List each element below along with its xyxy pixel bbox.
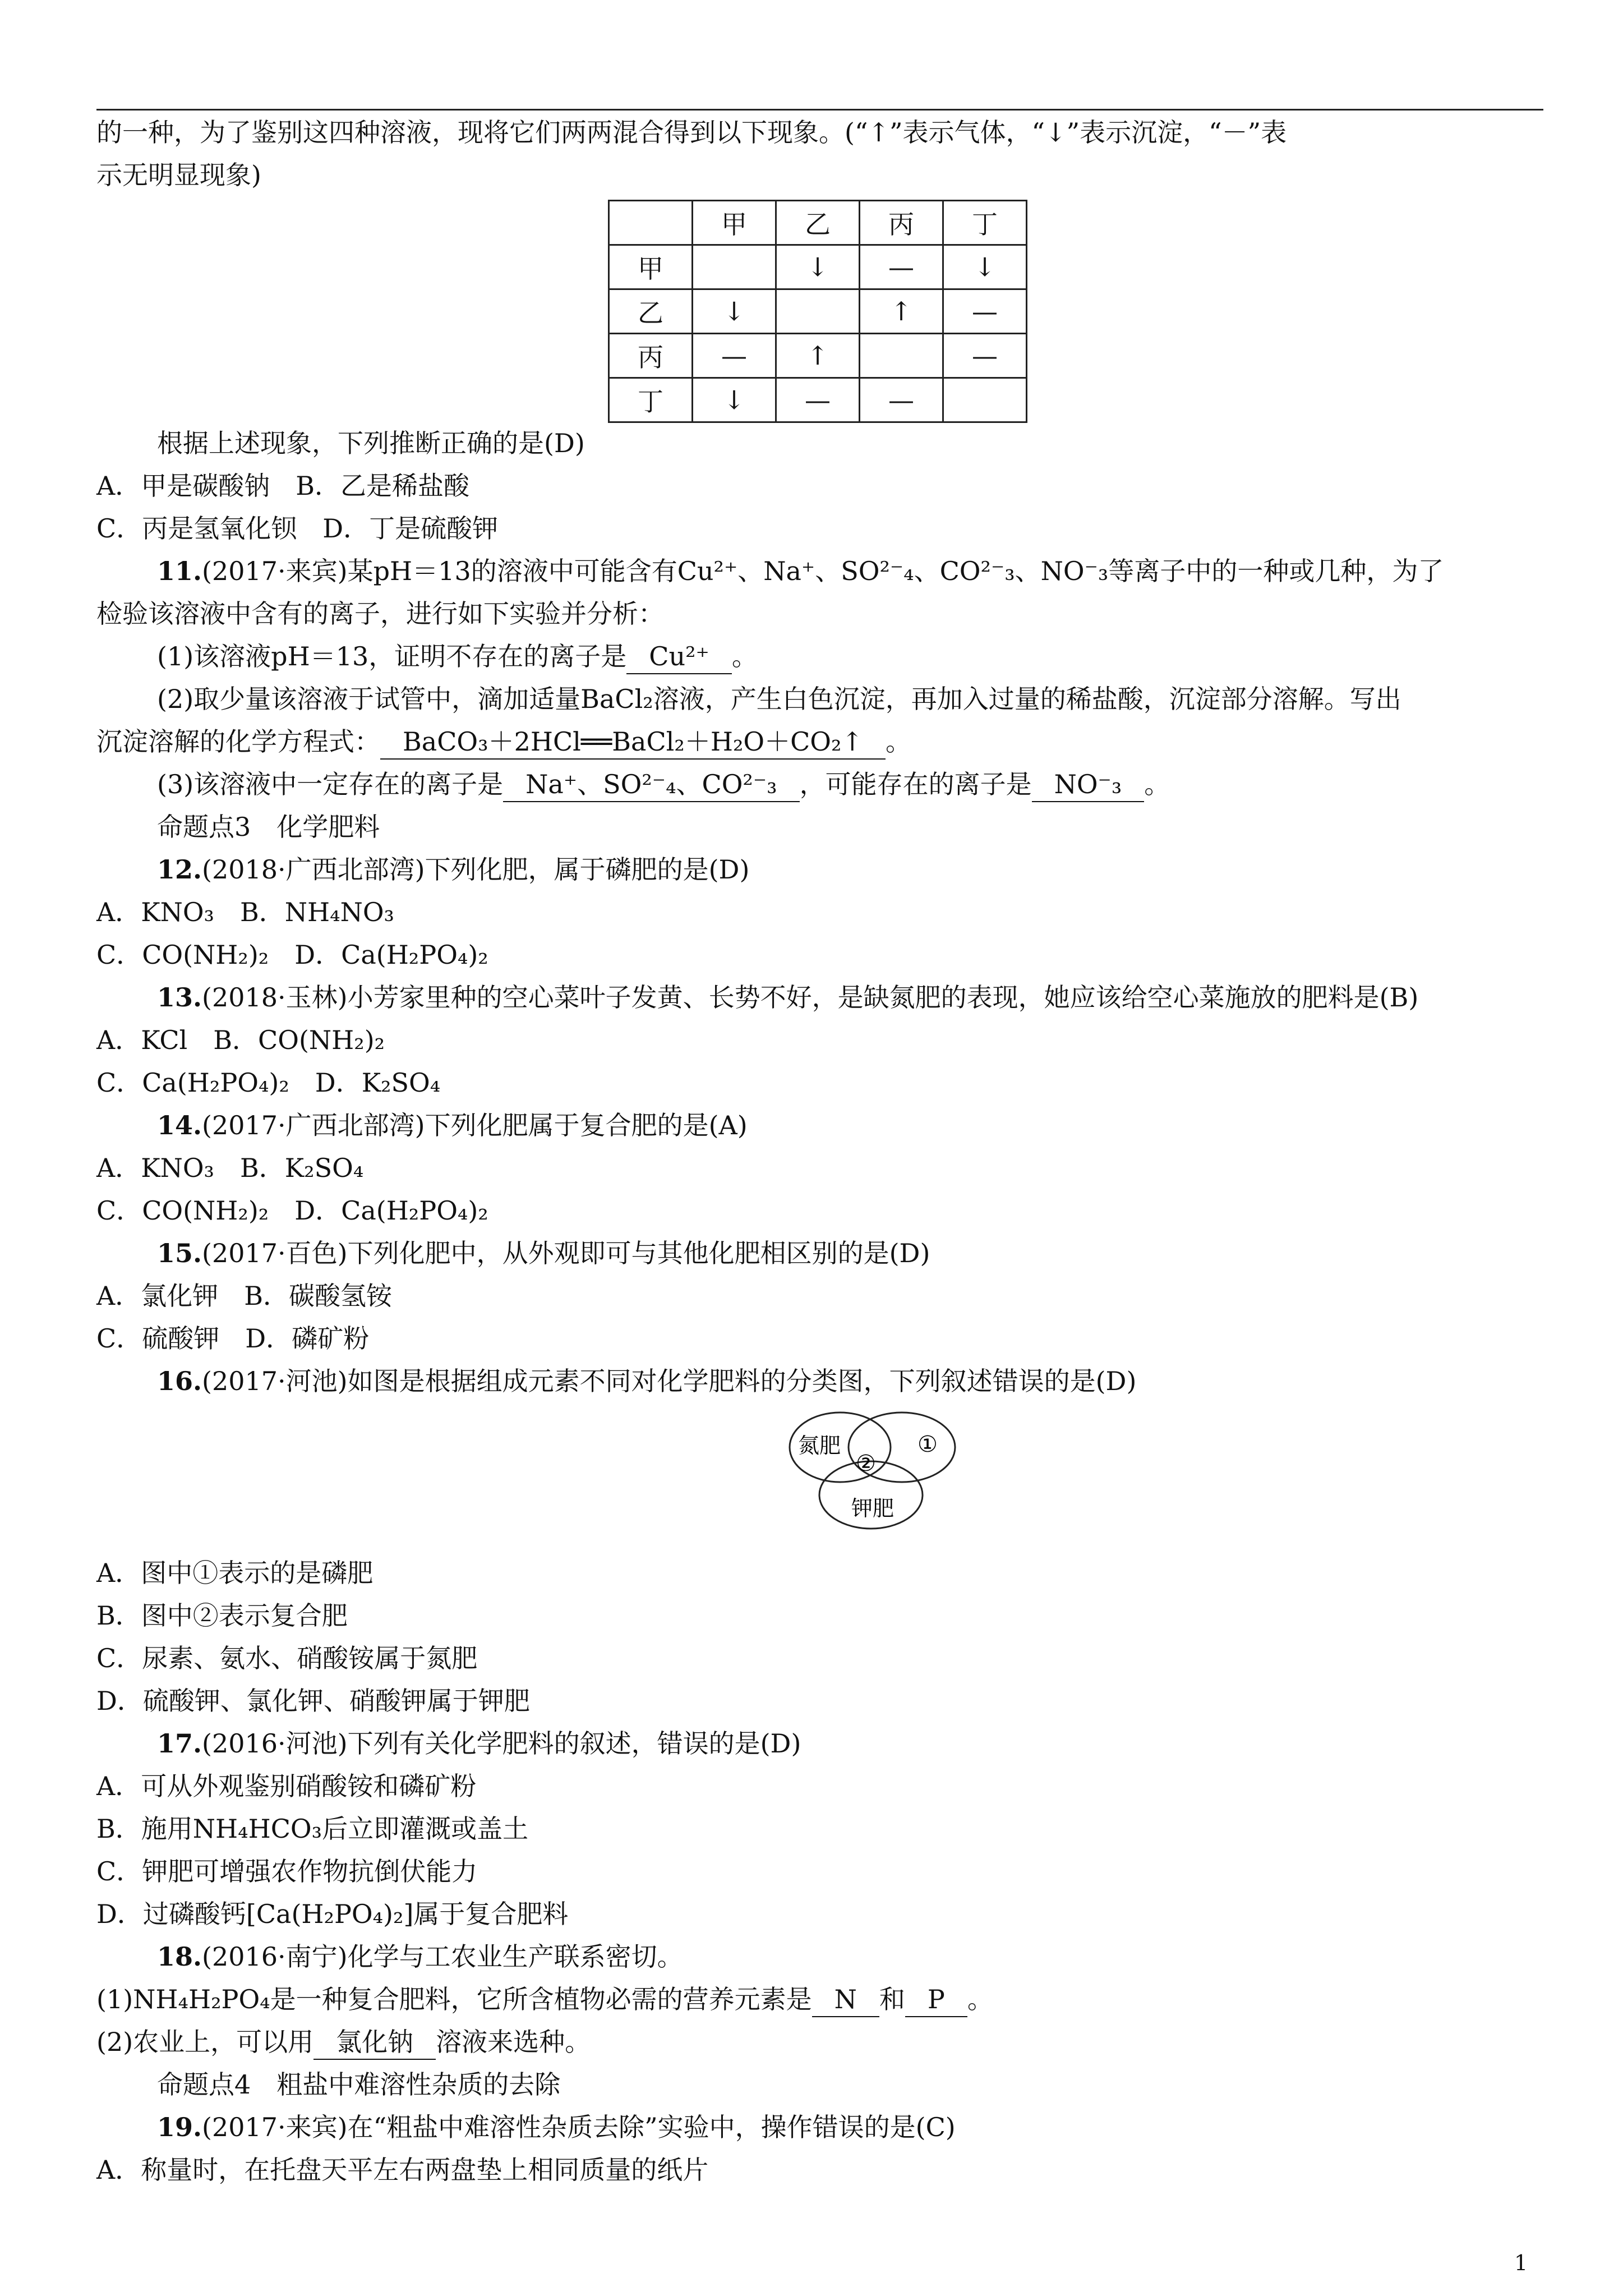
q12-options-cd: C．CO(NH₂)₂ D．Ca(H₂PO₄)₂ (96, 940, 488, 970)
answer-blank: N (812, 1982, 879, 2017)
table-cell: 乙 (776, 201, 860, 245)
q11-part-1 (157, 639, 758, 674)
q11-source: (2017·来宾)某pH＝13的溶液中可能含有 (202, 556, 677, 586)
q15-options-ab: A．氯化钾 B．碳酸氢铵 (96, 1281, 393, 1311)
section-heading-4: 命题点4 粗盐中难溶性杂质的去除 (157, 2069, 561, 2100)
q12-stem (157, 853, 749, 886)
q17-option-d: D．过磷酸钙[Ca(H₂PO₄)₂]属于复合肥料 (96, 1899, 569, 1929)
q10-stem: 根据上述现象，下列推断正确的是(D) (157, 428, 585, 458)
question-text: (2017·河池)如图是根据组成元素不同对化学肥料的分类图，下列叙述错误的是(D) (202, 1366, 1137, 1396)
q11-part-2: (2)取少量该溶液于试管中，滴加适量BaCl₂溶液，产生白色沉淀，再加入过量的稀盐酸，沉淀部分溶解。写出 (157, 684, 1401, 714)
question-number: 14. (157, 1110, 202, 1140)
venn-label-2: ② (856, 1451, 876, 1476)
q16-option-d: D．硫酸钾、氯化钾、硝酸钾属于钾肥 (96, 1686, 530, 1716)
table-cell: ↓ (943, 245, 1027, 289)
table-cell: 乙 (609, 289, 693, 334)
question-text: (2016·河池)下列有关化学肥料的叙述，错误的是(D) (202, 1728, 801, 1759)
table-cell: 甲 (609, 245, 693, 289)
q18-part-1 (96, 1982, 993, 2017)
answer-blank: P (905, 1982, 967, 2017)
question-number: 18. (157, 1941, 202, 1972)
q14-stem (157, 1108, 748, 1142)
intro-line-2: 示无明显现象) (96, 160, 261, 190)
fertilizer-venn-diagram (762, 1397, 975, 1543)
question-number: 12. (157, 854, 202, 885)
q16-stem (157, 1364, 1136, 1398)
prompt-text: 。 (967, 1984, 993, 2014)
table-row (609, 289, 1027, 334)
table-cell (609, 201, 693, 245)
table-cell: 丁 (943, 201, 1027, 245)
prompt-text: (3)该溶液中一定存在的离子是 (157, 769, 504, 799)
q11-ions: Cu²⁺、Na⁺、SO²⁻₄、CO²⁻₃、NO⁻₃ (677, 556, 1109, 586)
q10-options-ab: A．甲是碳酸钠 B．乙是稀盐酸 (96, 471, 470, 501)
table-header-row (609, 201, 1027, 245)
question-text: (2017·广西北部湾)下列化肥属于复合肥的是(A) (202, 1110, 748, 1140)
q15-stem (157, 1236, 930, 1270)
prompt-text: (1)该溶液pH＝13，证明不存在的离子是 (157, 641, 627, 671)
question-number: 15. (157, 1238, 202, 1268)
q12-options-ab: A．KNO₃ B．NH₄NO₃ (96, 897, 394, 927)
q17-stem (157, 1727, 801, 1760)
table-row (609, 378, 1027, 422)
prompt-text: (1)NH₄H₂PO₄是一种复合肥料，它所含植物必需的营养元素是 (96, 1984, 812, 2014)
q11-stem-rest: 等离子中的一种或几种，为了 (1108, 556, 1444, 586)
q11-part-2-equation (96, 725, 911, 760)
table-cell: — (693, 334, 776, 378)
question-text: (2016·南宁)化学与工农业生产联系密切。 (202, 1941, 683, 1972)
q18-stem (157, 1940, 683, 1973)
answer-blank: 氯化钠 (313, 2025, 436, 2060)
reaction-table (608, 200, 1027, 423)
question-number: 11. (157, 556, 202, 586)
q13-options-cd: C．Ca(H₂PO₄)₂ D．K₂SO₄ (96, 1068, 441, 1098)
q19-stem (157, 2110, 956, 2144)
prompt-text: 。 (1144, 769, 1170, 799)
table-cell: 甲 (693, 201, 776, 245)
q11-part-3 (157, 767, 1170, 802)
prompt-text: (2)农业上，可以用 (96, 2027, 314, 2057)
question-number: 17. (157, 1728, 202, 1759)
q16-option-a: A．图中①表示的是磷肥 (96, 1558, 374, 1588)
prompt-text: 沉淀溶解的化学方程式： (96, 726, 380, 757)
answer-blank: BaCO₃＋2HCl══BaCl₂＋H₂O＋CO₂↑ (380, 725, 886, 760)
q16-option-c: C．尿素、氨水、硝酸铵属于氮肥 (96, 1643, 478, 1673)
table-cell: — (860, 245, 943, 289)
q16-option-b: B．图中②表示复合肥 (96, 1600, 348, 1631)
intro-line-1: 的一种，为了鉴别这四种溶液，现将它们两两混合得到以下现象。(“↑”表示气体，“↓”表示沉淀，“－”表 (96, 117, 1287, 148)
prompt-text: ，可能存在的离子是 (799, 769, 1032, 799)
q11-stem (157, 554, 1444, 588)
table-cell: 丙 (860, 201, 943, 245)
table-cell (693, 245, 776, 289)
q13-stem (157, 981, 1418, 1014)
question-number: 13. (157, 982, 202, 1013)
q11-line-2: 检验该溶液中含有的离子，进行如下实验并分析： (96, 599, 664, 629)
table-cell (860, 334, 943, 378)
page-number: 1 (1514, 2251, 1528, 2275)
table-cell: 丙 (609, 334, 693, 378)
q17-option-a: A．可从外观鉴别硝酸铵和磷矿粉 (96, 1771, 477, 1801)
table-cell: ↑ (860, 289, 943, 334)
prompt-text: 。 (886, 726, 911, 757)
venn-label-nitrogen: 氮肥 (798, 1433, 841, 1458)
question-text: (2018·玉林)小芳家里种的空心菜叶子发黄、长势不好，是缺氮肥的表现，她应该给空心菜施放的肥料是(B) (202, 982, 1419, 1013)
prompt-text: 和 (879, 1984, 905, 2014)
question-number: 19. (157, 2112, 202, 2142)
answer-blank: Cu²⁺ (626, 639, 732, 674)
q13-options-ab: A．KCl B．CO(NH₂)₂ (96, 1025, 385, 1055)
q15-options-cd: C．硫酸钾 D．磷矿粉 (96, 1323, 370, 1354)
table-cell: ↓ (776, 245, 860, 289)
q17-option-c: C．钾肥可增强农作物抗倒伏能力 (96, 1856, 478, 1887)
answer-blank: Na⁺、SO²⁻₄、CO²⁻₃ (503, 767, 799, 802)
section-heading-3: 命题点3 化学肥料 (157, 812, 380, 842)
q14-options-ab: A．KNO₃ B．K₂SO₄ (96, 1153, 364, 1183)
table-row (609, 245, 1027, 289)
q14-options-cd: C．CO(NH₂)₂ D．Ca(H₂PO₄)₂ (96, 1195, 488, 1226)
table-cell: ↓ (693, 289, 776, 334)
q10-options-cd: C．丙是氢氧化钡 D．丁是硫酸钾 (96, 513, 499, 544)
venn-label-potassium: 钾肥 (851, 1496, 895, 1521)
question-number: 16. (157, 1366, 202, 1396)
q17-option-b: B．施用NH₄HCO₃后立即灌溉或盖土 (96, 1814, 529, 1844)
table-cell: — (943, 334, 1027, 378)
question-text: (2017·来宾)在“粗盐中难溶性杂质去除”实验中，操作错误的是(C) (202, 2112, 956, 2142)
venn-label-1: ① (917, 1432, 938, 1457)
prompt-text: 溶液来选种。 (436, 2027, 591, 2057)
table-cell (943, 378, 1027, 422)
table-cell (776, 289, 860, 334)
q18-part-2 (96, 2025, 591, 2060)
q19-option-a: A．称量时，在托盘天平左右两盘垫上相同质量的纸片 (96, 2155, 709, 2185)
table-cell: — (776, 378, 860, 422)
table-cell: 丁 (609, 378, 693, 422)
table-cell: ↓ (693, 378, 776, 422)
table-cell: — (943, 289, 1027, 334)
top-rule (96, 109, 1543, 111)
table-row (609, 334, 1027, 378)
question-text: (2017·百色)下列化肥中，从外观即可与其他化肥相区别的是(D) (202, 1238, 930, 1268)
question-text: (2018·广西北部湾)下列化肥，属于磷肥的是(D) (202, 854, 750, 885)
prompt-text: 。 (731, 641, 758, 671)
table-cell: ↑ (776, 334, 860, 378)
answer-blank: NO⁻₃ (1032, 767, 1145, 802)
table-cell: — (860, 378, 943, 422)
